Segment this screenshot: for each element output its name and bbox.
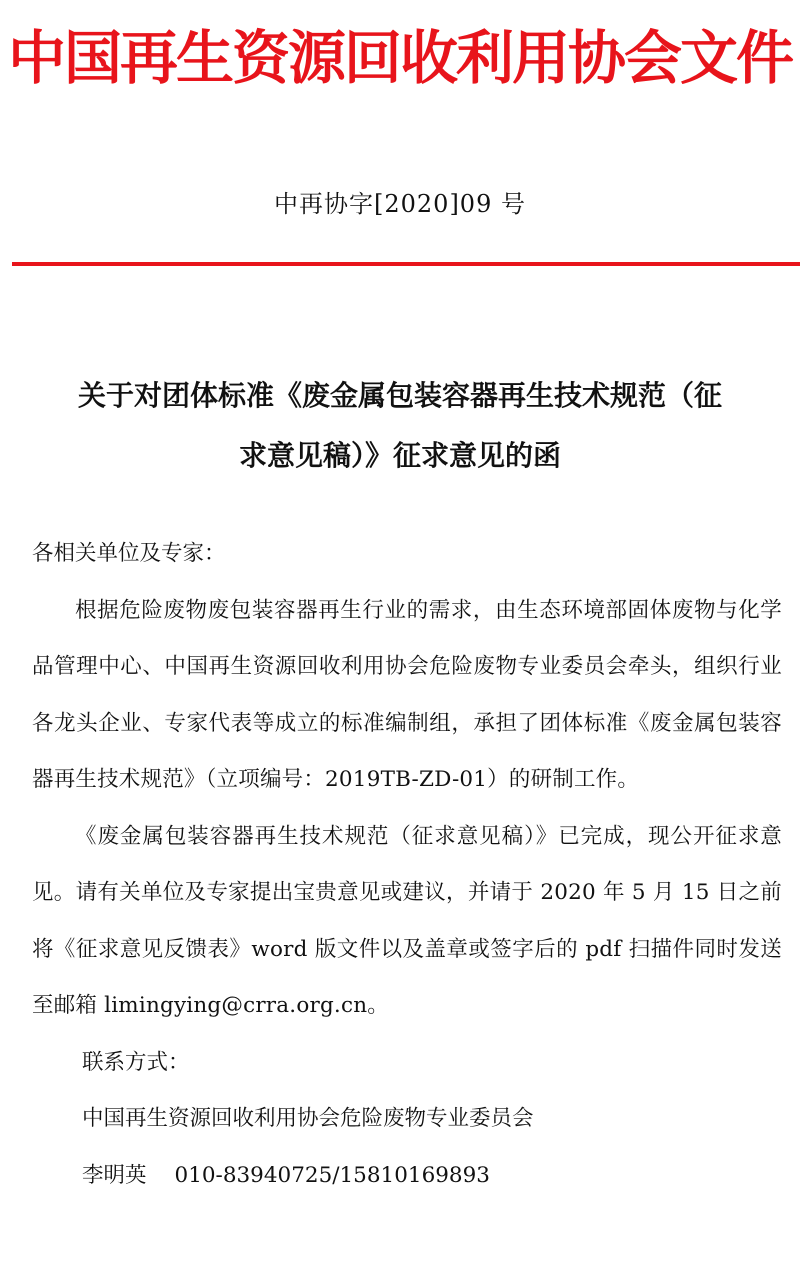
contact-person-name: 李明英 xyxy=(82,1162,147,1188)
title-line-2: 求意见稿）》征求意见的函 xyxy=(238,439,561,472)
issuer-banner: 中国再生资源回收利用协会文件 xyxy=(7,24,792,92)
salutation: 各相关单位及专家： xyxy=(32,541,226,566)
contact-phone: 010-83940725/15810169893 xyxy=(174,1162,490,1188)
document-title xyxy=(14,366,786,486)
letter-body xyxy=(32,526,782,1204)
contact-heading: 联系方式： xyxy=(82,1049,190,1075)
red-divider-rule xyxy=(12,262,800,266)
paragraph-background: 根据危险废物废包装容器再生行业的需求，由生态环境部固体废物与化学品管理中心、中国再生资源回收利用协会危险废物专业委员会牵头，组织行业各龙头企业、专家代表等成立的标准编制组，承担了团体标准《废金属包装容器再生技术规范》（立项编号：2019TB-ZD-01）的研制工作。 xyxy=(32,597,782,792)
document-number: 中再协字[2020]09 号 xyxy=(274,190,526,218)
contact-person-line xyxy=(32,1148,782,1205)
title-line-1: 关于对团体标准《废金属包装容器再生技术规范（征 xyxy=(77,379,722,412)
contact-organization: 中国再生资源回收利用协会危险废物专业委员会 xyxy=(82,1106,534,1131)
paragraph-request: 《废金属包装容器再生技术规范（征求意见稿）》已完成，现公开征求意见。请有关单位及专家提出宝贵意见或建议，并请于 2020 年 5 月 15 日之前将《征求意见反馈表》word 版文件以及盖章或签字后的 pdf 扫描件同时发送至邮箱 limingying@crra.org.cn。 xyxy=(32,823,782,1018)
